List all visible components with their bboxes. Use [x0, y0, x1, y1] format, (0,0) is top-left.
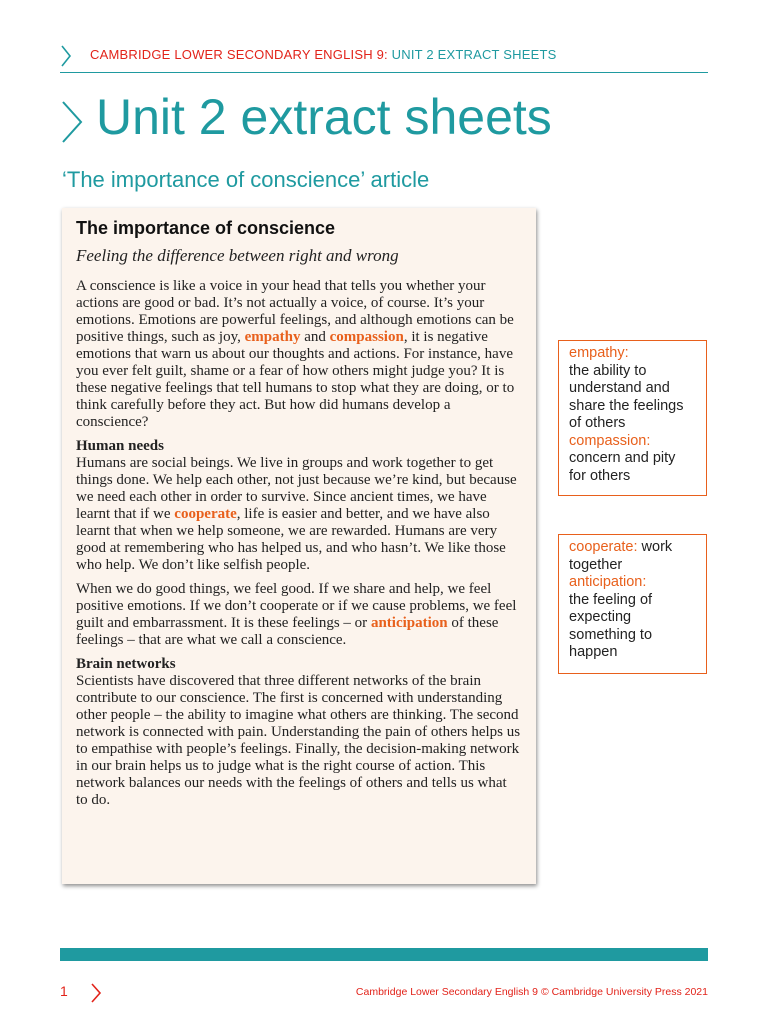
- glossary-definition: work together: [569, 539, 673, 573]
- glossary-term: anticipation:: [569, 574, 647, 590]
- text-run: of these feelings – that are what we call a conscience.: [76, 615, 499, 648]
- text-run: , life is easier and better, and we have also learnt that when we help someone, we are rewarded. Humans are very good at remembering who has helped us, and who hasn’t. We like those who help. We don’t like selfish people.: [76, 506, 506, 573]
- article-title: The importance of conscience: [76, 218, 336, 238]
- text-run: , it is negative emotions that warn us about our thoughts and actions. For instance, have you ever felt guilt, shame or a fear of how others might judge you? It is these negative feelings that tell humans to stop what they are doing, or to think carefully before they act. But how did humans develop a conscience?: [76, 329, 515, 430]
- section-heading: Brain networks: [76, 656, 176, 672]
- footer-bar: [60, 948, 708, 961]
- article-paragraph: [76, 455, 522, 574]
- keyword-compassion: compassion: [329, 329, 404, 345]
- page-number: 1: [60, 983, 68, 999]
- glossary-term: empathy:: [569, 345, 629, 361]
- glossary-box: [558, 340, 707, 496]
- glossary-entry: [569, 539, 696, 574]
- glossary-term: compassion:: [569, 432, 651, 449]
- header-prefix: CAMBRIDGE LOWER SECONDARY ENGLISH 9:: [90, 47, 388, 62]
- text-run: When we do good things, we feel good. If we share and help, we feel positive emotions. If we don’t cooperate or if we cause problems, we feel guilt and embarrassment. It is these feelings – or: [76, 581, 517, 631]
- glossary-term: cooperate:: [569, 539, 638, 555]
- glossary-definition: the ability to understand and share the feelings of others: [569, 362, 684, 431]
- text-run: and: [300, 329, 330, 345]
- header-text: [90, 47, 556, 62]
- keyword-anticipation: anticipation: [370, 615, 448, 631]
- chevron-right-icon: [60, 100, 84, 144]
- glossary-box: [558, 534, 707, 674]
- article-paragraph: [76, 278, 522, 431]
- copyright-text: Cambridge Lower Secondary English 9 © Cambridge University Press 2021: [355, 986, 708, 998]
- keyword-empathy: empathy: [244, 329, 301, 345]
- glossary-definition: the feeling of expecting something to happen: [569, 591, 653, 660]
- article-paragraph: [76, 581, 522, 649]
- article-box: [62, 208, 536, 884]
- glossary-definition: concern and pity for others: [569, 450, 676, 484]
- chevron-right-icon: [90, 982, 102, 1004]
- article-subtitle: Feeling the difference between right and wrong: [76, 246, 399, 265]
- article-paragraph: Scientists have discovered that three different networks of the brain contribute to our conscience. The first is concerned with understanding other people – the ability to imagine what others are thinking. The second network is connected with pain. Understanding the pain of others helps us to empathise with people’s feelings. Finally, the decision-making network in our brain helps us to judge what is the right course of action. This network balances our needs with the feelings of others and tells us what to do.: [76, 673, 521, 808]
- header-suffix: UNIT 2 EXTRACT SHEETS: [387, 47, 557, 62]
- page-title: Unit 2 extract sheets: [96, 89, 552, 145]
- section-heading: Human needs: [76, 438, 164, 454]
- chevron-right-icon: [60, 44, 72, 68]
- text-run: A conscience is like a voice in your head that tells you whether your actions are good or bad. It’s not actually a voice, of course. It’s your emotions. Emotions are powerful feelings, and although emotions can be positive things, such as joy,: [76, 278, 514, 345]
- page-header: [60, 44, 708, 73]
- keyword-cooperate: cooperate: [174, 506, 237, 522]
- text-run: Humans are social beings. We live in groups and work together to get things done. We help each other, not just because we’re kind, but because we need each other in order to survive. Since ancient times, we have learnt that if we: [76, 455, 517, 522]
- page-subtitle: ‘The importance of conscience’ article: [62, 167, 430, 192]
